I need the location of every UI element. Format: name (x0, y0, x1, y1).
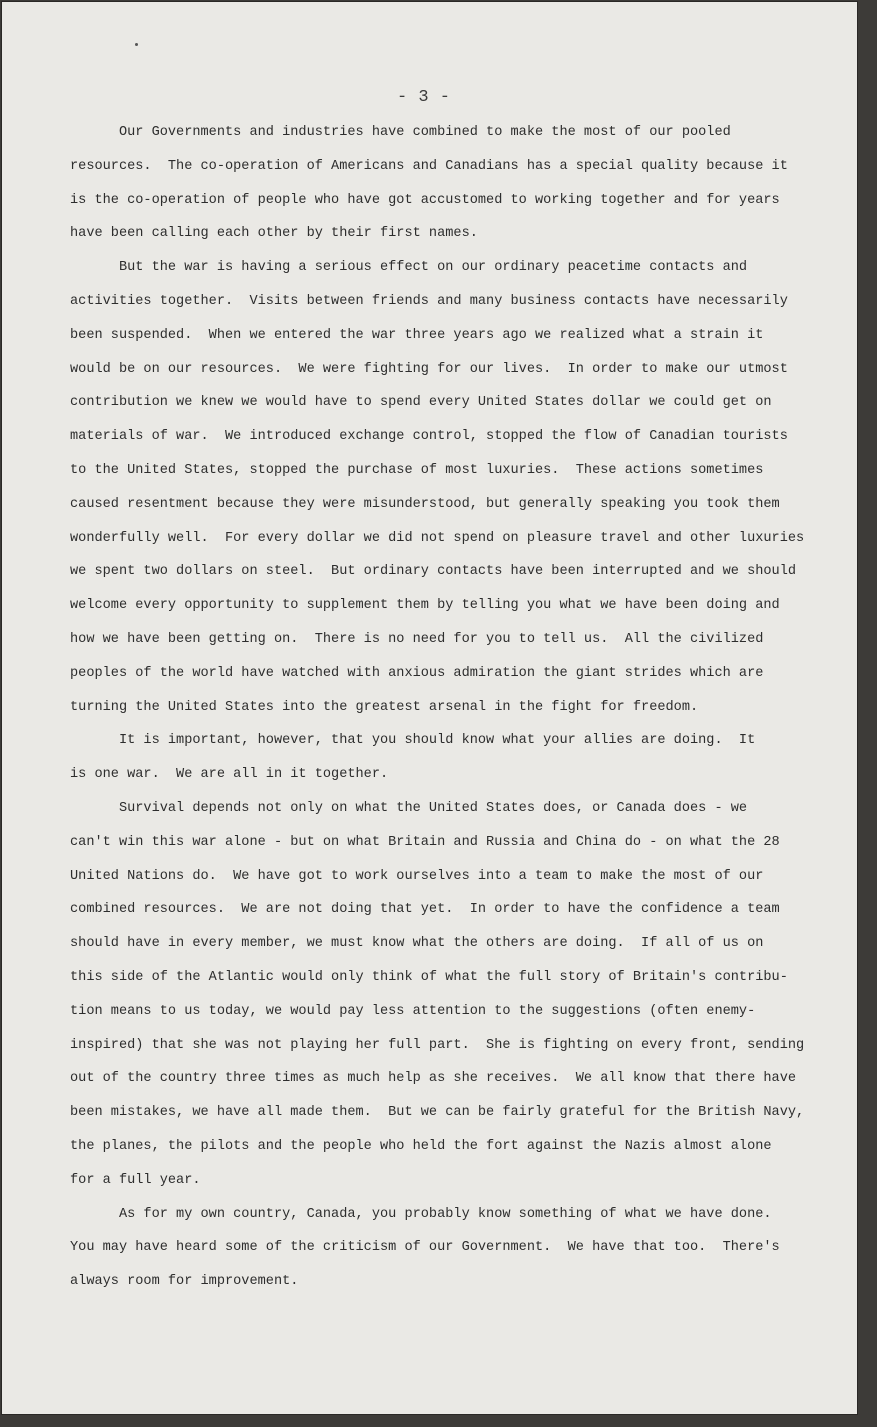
text-line: But the war is having a serious effect on our ordinary peacetime contacts and (70, 260, 748, 276)
text-line: turning the United States into the greatest arsenal in the fight for freedom. (70, 699, 699, 715)
text-line: materials of war. We introduced exchange control, stopped the flow of Canadian tourists (70, 429, 788, 445)
text-line: caused resentment because they were misunderstood, but generally speaking you took them (70, 496, 780, 512)
text-line: been suspended. When we entered the war three years ago we realized what a strain it (70, 327, 764, 343)
text-line: combined resources. We are not doing that yet. In order to have the confidence a team (70, 902, 780, 918)
text-line: this side of the Atlantic would only think of what the full story of Britain's contribu- (70, 969, 788, 985)
text-line: is the co-operation of people who have got accustomed to working together and for years (70, 192, 780, 208)
text-line: United Nations do. We have got to work ourselves into a team to make the most of our (70, 868, 764, 884)
text-line: been mistakes, we have all made them. But we can be fairly grateful for the British Navy, (70, 1105, 805, 1121)
text-line: how we have been getting on. There is no need for you to tell us. All the civilized (70, 631, 764, 647)
text-line: is one war. We are all in it together. (70, 767, 389, 783)
text-line: the planes, the pilots and the people who held the fort against the Nazis almost alone (70, 1138, 772, 1154)
text-line: can't win this war alone - but on what Britain and Russia and China do - on what the 28 (70, 834, 780, 850)
text-line: out of the country three times as much help as she receives. We all know that there have (70, 1071, 797, 1087)
text-line: It is important, however, that you should know what your allies are doing. It (70, 733, 756, 749)
text-line: Survival depends not only on what the United States does, or Canada does - we (70, 800, 748, 816)
text-line: peoples of the world have watched with anxious admiration the giant strides which are (70, 665, 764, 681)
text-line: As for my own country, Canada, you probably know something of what we have done. (70, 1206, 772, 1222)
text-line: Our Governments and industries have combined to make the most of our pooled (70, 125, 731, 140)
text-line: always room for improvement. (70, 1274, 299, 1290)
text-line: You may have heard some of the criticism of our Government. We have that too. There's (70, 1240, 780, 1256)
text-line: activities together. Visits between friends and many business contacts have necessarily (70, 293, 788, 309)
text-line: inspired) that she was not playing her full part. She is fighting on every front, sending (70, 1037, 805, 1053)
page-number: - 3 - (397, 88, 451, 107)
text-line: should have in every member, we must know what the others are doing. If all of us on (70, 936, 764, 952)
text-line: would be on our resources. We were fighting for our lives. In order to make our utmost (70, 361, 788, 377)
text-line: have been calling each other by their first names. (70, 226, 478, 242)
text-line: to the United States, stopped the purchase of most luxuries. These actions sometimes (70, 462, 764, 478)
text-line: we spent two dollars on steel. But ordinary contacts have been interrupted and we should (70, 564, 797, 580)
ink-speck (135, 43, 138, 46)
text-line: wonderfully well. For every dollar we did not spend on pleasure travel and other luxuries (70, 530, 805, 546)
text-line: resources. The co-operation of Americans and Canadians has a special quality because it (70, 158, 788, 174)
text-line: tion means to us today, we would pay less attention to the suggestions (often enemy- (70, 1003, 756, 1019)
text-line: for a full year. (70, 1172, 201, 1188)
typed-text-body (70, 116, 830, 1299)
document-page (2, 2, 857, 1414)
text-line: welcome every opportunity to supplement them by telling you what we have been doing and (70, 598, 780, 614)
text-line: contribution we knew we would have to spend every United States dollar we could get on (70, 395, 772, 411)
